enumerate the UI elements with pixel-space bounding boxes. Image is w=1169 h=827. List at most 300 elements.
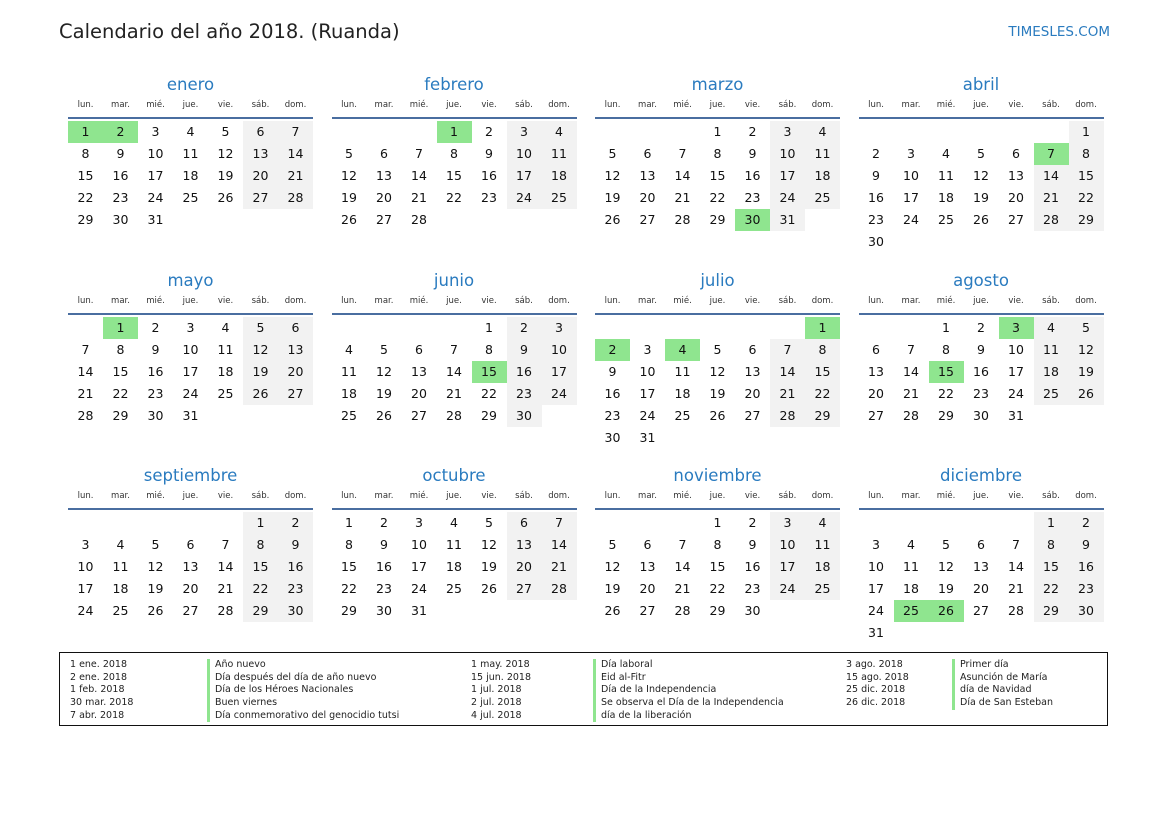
weekday-label: dom. (548, 100, 570, 110)
day-cell: 16 (744, 559, 761, 574)
day-cell: 11 (542, 143, 577, 165)
holiday-day-cell: 26 (929, 600, 964, 622)
day-cell: 7 (450, 341, 458, 357)
day-cell: 6 (977, 537, 985, 552)
day-cell: 23 (604, 407, 621, 423)
day-cell: 30 (376, 603, 392, 618)
day-cell: 10 (770, 143, 805, 165)
day-cell: 22 (709, 190, 726, 205)
day-cell: 19 (604, 581, 621, 596)
day-cell: 27 (376, 212, 392, 227)
month-name: noviembre (673, 466, 762, 485)
day-cell: 18 (446, 559, 462, 574)
weekday-label: sáb. (515, 295, 533, 306)
month-name: junio (433, 270, 475, 290)
weekday-header (859, 491, 1104, 510)
day-cell: 1 (485, 319, 493, 335)
month-name: septiembre (143, 466, 238, 485)
weekday-label: mié. (936, 295, 956, 306)
day-cell: 23 (744, 190, 761, 205)
day-cell: 22 (709, 581, 726, 596)
holiday-day-cell: 1 (103, 317, 138, 339)
day-cell: 30 (973, 407, 989, 423)
day-cell: 25 (1034, 383, 1069, 405)
month-block (859, 74, 1104, 270)
weekday-label: jue. (973, 100, 989, 110)
day-cell: 30 (507, 405, 542, 427)
day-cell: 6 (643, 537, 652, 552)
weekday-header (859, 100, 1104, 119)
month-block (68, 270, 313, 466)
holiday-day-cell: 30 (735, 209, 770, 231)
day-cell: 12 (147, 559, 164, 574)
brand-link[interactable]: TIMESLES.COM (1008, 24, 1110, 40)
day-cell: 12 (1069, 339, 1104, 361)
day-cell: 30 (604, 429, 621, 445)
day-cell: 3 (907, 146, 915, 161)
day-cell: 12 (973, 168, 989, 183)
day-cell: 22 (805, 383, 840, 405)
day-cell: 11 (805, 143, 840, 165)
day-cell: 29 (805, 405, 840, 427)
legend-date: 1 ene. 2018 (70, 659, 127, 670)
day-cell: 31 (411, 603, 427, 618)
day-cell: 17 (147, 168, 164, 183)
day-cell: 8 (345, 537, 353, 552)
weekday-header (595, 296, 840, 315)
day-cell: 1 (713, 515, 722, 530)
weekday-label: lun. (868, 295, 884, 306)
weekday-label: sáb. (1042, 100, 1060, 110)
weekday-label: jue. (182, 491, 199, 501)
holiday-day-cell: 2 (103, 121, 138, 143)
day-cell: 16 (112, 168, 129, 183)
day-cell: 23 (278, 578, 313, 600)
day-cell: 13 (507, 534, 542, 556)
weekday-label: dom. (284, 491, 307, 501)
holiday-day-cell: 2 (595, 339, 630, 361)
day-cell: 28 (1008, 603, 1024, 618)
day-cell: 7 (907, 341, 915, 357)
day-cell: 31 (770, 209, 805, 231)
day-cell: 25 (542, 187, 577, 209)
day-cell: 26 (341, 212, 357, 227)
legend-date: 1 jul. 2018 (471, 684, 522, 696)
day-cell: 14 (411, 168, 427, 183)
day-cell: 7 (770, 339, 805, 361)
day-cell: 17 (770, 556, 805, 578)
day-cell: 8 (116, 341, 125, 357)
weekday-label: sáb. (1042, 491, 1060, 501)
day-cell: 8 (81, 146, 90, 161)
weekday-label: lun. (868, 491, 884, 501)
day-cell: 22 (341, 581, 357, 596)
day-cell: 17 (507, 165, 542, 187)
day-cell: 13 (182, 559, 199, 574)
day-cell: 20 (411, 385, 427, 401)
day-cell: 28 (903, 407, 919, 423)
month-block (595, 270, 840, 466)
day-cell: 21 (217, 581, 234, 596)
day-cell: 11 (1034, 339, 1069, 361)
day-cell: 3 (81, 537, 90, 552)
day-cell: 31 (639, 429, 656, 445)
day-cell: 31 (182, 407, 199, 423)
day-cell: 19 (217, 168, 234, 183)
day-cell: 15 (709, 559, 726, 574)
day-cell: 9 (748, 537, 757, 552)
holiday-day-cell: 1 (437, 121, 472, 143)
day-cell: 8 (805, 339, 840, 361)
day-cell: 16 (744, 168, 761, 183)
day-cell: 13 (376, 168, 392, 183)
day-cell: 22 (446, 190, 462, 205)
weekday-label: mar. (111, 100, 130, 110)
day-cell: 7 (542, 512, 577, 534)
day-cell: 2 (380, 515, 388, 530)
month-block (859, 465, 1104, 661)
day-cell: 27 (507, 578, 542, 600)
day-cell: 15 (112, 363, 129, 379)
day-cell: 3 (507, 121, 542, 143)
weekday-header (332, 100, 577, 119)
day-cell: 25 (112, 603, 129, 618)
day-cell: 4 (186, 124, 195, 139)
day-cell: 5 (942, 537, 950, 552)
day-cell: 17 (770, 165, 805, 187)
day-cell: 14 (542, 534, 577, 556)
weekday-label: lun. (604, 491, 621, 501)
day-cell: 20 (868, 385, 884, 401)
days-grid (859, 317, 1104, 427)
holiday-day-cell: 15 (472, 361, 507, 383)
legend-holiday-name: Día de San Esteban (952, 697, 1053, 710)
day-cell: 9 (507, 339, 542, 361)
weekday-label: jue. (182, 100, 199, 110)
day-cell: 6 (186, 537, 195, 552)
weekday-label: mar. (111, 295, 130, 306)
month-block (859, 270, 1104, 466)
day-cell: 12 (481, 537, 497, 552)
day-cell: 28 (411, 212, 427, 227)
day-cell: 22 (1069, 187, 1104, 209)
month-name: abril (962, 75, 1000, 94)
weekday-label: lun. (341, 491, 357, 501)
day-cell: 26 (376, 407, 392, 423)
day-cell: 23 (112, 190, 129, 205)
weekday-label: mar. (638, 100, 657, 110)
day-cell: 6 (748, 341, 757, 357)
day-cell: 2 (278, 512, 313, 534)
day-cell: 4 (907, 537, 915, 552)
day-cell: 25 (938, 212, 954, 227)
day-cell: 10 (770, 534, 805, 556)
day-cell: 17 (903, 190, 919, 205)
weekday-label: sáb. (778, 491, 797, 501)
day-cell: 9 (485, 146, 493, 161)
day-cell: 28 (674, 212, 691, 227)
day-cell: 26 (481, 581, 497, 596)
day-cell: 10 (182, 341, 199, 357)
holiday-day-cell: 1 (68, 121, 103, 143)
legend-date: 1 may. 2018 (471, 659, 530, 670)
day-cell: 6 (243, 121, 278, 143)
month-name: mayo (167, 270, 214, 290)
day-cell: 20 (376, 190, 392, 205)
weekday-label: sáb. (778, 295, 797, 306)
day-cell: 5 (151, 537, 160, 552)
day-cell: 14 (770, 361, 805, 383)
day-cell: 21 (903, 385, 919, 401)
weekday-label: dom. (548, 491, 570, 501)
day-cell: 31 (868, 625, 884, 640)
legend-holiday-name: Día laboral (593, 659, 784, 672)
weekday-header (68, 296, 313, 315)
day-cell: 3 (542, 317, 577, 339)
month-name: marzo (691, 75, 744, 94)
day-cell: 20 (973, 581, 989, 596)
day-cell: 21 (674, 581, 691, 596)
legend-holiday-name: Primer día (952, 659, 1053, 672)
day-cell: 29 (243, 600, 278, 622)
day-cell: 14 (903, 363, 919, 379)
day-cell: 30 (112, 212, 129, 227)
day-cell: 14 (1034, 165, 1069, 187)
day-cell: 21 (411, 190, 427, 205)
weekday-label: vie. (481, 491, 497, 501)
day-cell: 27 (243, 187, 278, 209)
legend-date: 3 ago. 2018 (846, 659, 903, 670)
day-cell: 24 (147, 190, 164, 205)
days-grid (68, 512, 313, 622)
day-cell: 27 (639, 603, 656, 618)
day-cell: 11 (112, 559, 129, 574)
day-cell: 26 (604, 212, 621, 227)
weekday-label: lun. (604, 100, 621, 110)
day-cell: 31 (147, 212, 164, 227)
day-cell: 6 (278, 317, 313, 339)
month-block (595, 465, 840, 661)
weekday-label: mar. (638, 491, 657, 501)
day-cell: 5 (221, 124, 230, 139)
day-cell: 10 (868, 559, 884, 574)
day-cell: 27 (868, 407, 884, 423)
weekday-label: jue. (446, 491, 462, 501)
weekday-label: dom. (811, 491, 834, 501)
day-cell: 23 (507, 383, 542, 405)
day-cell: 21 (1008, 581, 1024, 596)
day-cell: 18 (938, 190, 954, 205)
day-cell: 27 (1008, 212, 1024, 227)
days-grid (332, 317, 577, 427)
month-name: febrero (424, 75, 484, 94)
day-cell: 8 (450, 146, 458, 161)
legend-holiday-name: día de la liberación (593, 710, 784, 723)
day-cell: 2 (1069, 512, 1104, 534)
day-cell: 18 (674, 385, 691, 401)
day-cell: 9 (278, 534, 313, 556)
day-cell: 3 (151, 124, 160, 139)
weekday-label: jue. (709, 100, 726, 110)
day-cell: 12 (604, 559, 621, 574)
day-cell: 9 (380, 537, 388, 552)
day-cell: 9 (608, 363, 617, 379)
day-cell: 22 (112, 385, 129, 401)
day-cell: 9 (116, 146, 125, 161)
weekday-header (595, 491, 840, 510)
weekday-label: dom. (811, 100, 834, 110)
day-cell: 8 (243, 534, 278, 556)
day-cell: 20 (507, 556, 542, 578)
day-cell: 7 (81, 341, 90, 357)
weekday-label: sáb. (251, 295, 270, 306)
holiday-day-cell: 3 (999, 317, 1034, 339)
day-cell: 19 (709, 385, 726, 401)
day-cell: 20 (1008, 190, 1024, 205)
day-cell: 1 (345, 515, 353, 530)
day-cell: 21 (542, 556, 577, 578)
day-cell: 24 (507, 187, 542, 209)
day-cell: 8 (1069, 143, 1104, 165)
day-cell: 19 (243, 361, 278, 383)
month-block (332, 270, 577, 466)
day-cell: 28 (278, 187, 313, 209)
day-cell: 28 (217, 603, 234, 618)
day-cell: 18 (217, 363, 234, 379)
day-cell: 13 (1008, 168, 1024, 183)
weekday-label: lun. (77, 295, 94, 306)
day-cell: 19 (973, 190, 989, 205)
day-cell: 16 (481, 168, 497, 183)
day-cell: 9 (151, 341, 160, 357)
page-title: Calendario del año 2018. (Ruanda) (59, 20, 400, 43)
day-cell: 16 (278, 556, 313, 578)
day-cell: 13 (278, 339, 313, 361)
day-cell: 16 (147, 363, 164, 379)
weekday-label: jue. (709, 491, 726, 501)
weekday-label: dom. (1075, 491, 1097, 501)
day-cell: 8 (713, 537, 722, 552)
day-cell: 26 (217, 190, 234, 205)
day-cell: 6 (643, 146, 652, 161)
day-cell: 10 (639, 363, 656, 379)
weekday-label: lun. (604, 295, 621, 306)
weekday-label: jue. (182, 295, 199, 306)
day-cell: 21 (674, 190, 691, 205)
day-cell: 19 (147, 581, 164, 596)
day-cell: 17 (542, 361, 577, 383)
day-cell: 24 (868, 603, 884, 618)
weekday-label: dom. (811, 295, 834, 306)
weekday-label: mar. (111, 491, 130, 501)
day-cell: 6 (380, 146, 388, 161)
day-cell: 8 (713, 146, 722, 161)
weekday-label: jue. (446, 295, 462, 306)
day-cell: 3 (643, 341, 652, 357)
legend-holiday-name: Día de los Héroes Nacionales (207, 684, 399, 697)
day-cell: 17 (77, 581, 94, 596)
day-cell: 25 (341, 407, 357, 423)
day-cell: 17 (639, 385, 656, 401)
days-grid (332, 121, 577, 231)
holiday-day-cell: 1 (805, 317, 840, 339)
day-cell: 26 (973, 212, 989, 227)
day-cell: 2 (977, 319, 985, 335)
weekday-label: mar. (374, 100, 394, 110)
weekday-label: vie. (744, 491, 761, 501)
day-cell: 14 (674, 168, 691, 183)
day-cell: 15 (243, 556, 278, 578)
day-cell: 11 (674, 363, 691, 379)
weekday-label: vie. (481, 295, 497, 306)
weekday-label: dom. (1075, 295, 1097, 306)
legend-dates-col-3 (846, 659, 909, 710)
days-grid (859, 121, 1104, 253)
day-cell: 5 (608, 537, 617, 552)
weekday-label: jue. (709, 295, 726, 306)
day-cell: 17 (182, 363, 199, 379)
days-grid (68, 317, 313, 427)
day-cell: 29 (938, 407, 954, 423)
day-cell: 6 (1012, 146, 1020, 161)
days-grid (859, 512, 1104, 644)
day-cell: 19 (938, 581, 954, 596)
day-cell: 29 (709, 212, 726, 227)
day-cell: 21 (446, 385, 462, 401)
day-cell: 26 (147, 603, 164, 618)
day-cell: 19 (376, 385, 392, 401)
day-cell: 24 (770, 187, 805, 209)
day-cell: 27 (182, 603, 199, 618)
day-cell: 7 (678, 146, 687, 161)
day-cell: 29 (1034, 600, 1069, 622)
legend-holiday-name: Año nuevo (207, 659, 399, 672)
day-cell: 30 (868, 234, 884, 249)
day-cell: 2 (485, 124, 493, 139)
weekday-label: mié. (146, 295, 165, 306)
day-cell: 8 (942, 341, 950, 357)
day-cell: 20 (243, 165, 278, 187)
weekday-label: sáb. (515, 100, 533, 110)
day-cell: 6 (872, 341, 880, 357)
day-cell: 27 (639, 212, 656, 227)
day-cell: 10 (1008, 341, 1024, 357)
day-cell: 5 (713, 341, 722, 357)
day-cell: 17 (1008, 363, 1024, 379)
day-cell: 13 (639, 559, 656, 574)
day-cell: 26 (243, 383, 278, 405)
day-cell: 18 (341, 385, 357, 401)
day-cell: 11 (182, 146, 199, 161)
day-cell: 17 (868, 581, 884, 596)
day-cell: 1 (942, 319, 950, 335)
day-cell: 2 (748, 124, 757, 139)
day-cell: 9 (1069, 534, 1104, 556)
day-cell: 1 (1034, 512, 1069, 534)
day-cell: 16 (1069, 556, 1104, 578)
day-cell: 20 (639, 190, 656, 205)
weekday-label: lun. (341, 100, 357, 110)
legend-holiday-name: Día de la Independencia (593, 684, 784, 697)
day-cell: 2 (748, 515, 757, 530)
day-cell: 19 (604, 190, 621, 205)
month-block (332, 465, 577, 661)
day-cell: 7 (221, 537, 230, 552)
legend-date: 2 jul. 2018 (471, 697, 522, 709)
weekday-header (68, 491, 313, 510)
day-cell: 2 (507, 317, 542, 339)
day-cell: 29 (112, 407, 129, 423)
